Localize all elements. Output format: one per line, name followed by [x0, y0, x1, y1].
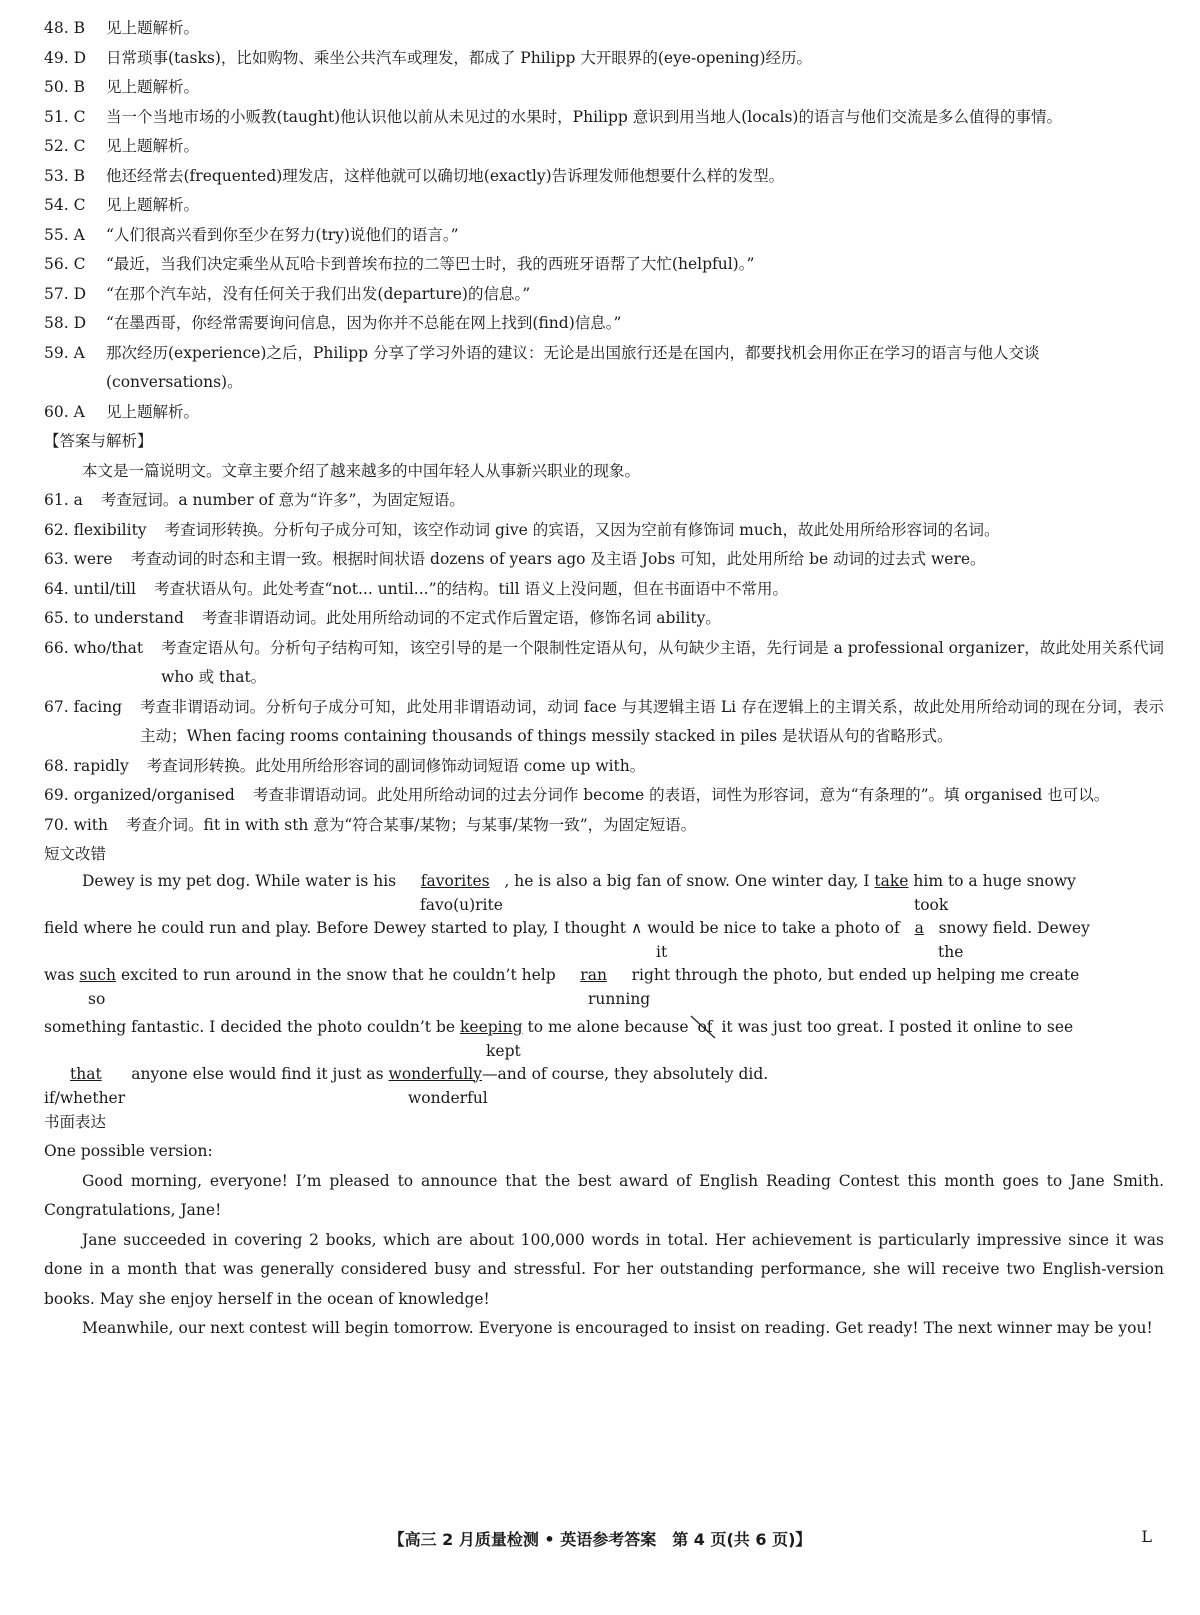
- correction-word: wonderful: [408, 1088, 488, 1107]
- correction-word: favo(u)rite: [420, 895, 503, 914]
- answer-item: [44, 162, 1164, 192]
- correction-word: it: [656, 942, 668, 961]
- correction-word: so: [88, 989, 106, 1008]
- passage-text: would be nice to take a photo of: [647, 918, 900, 937]
- passage-text: snowy field. Dewey: [938, 918, 1090, 937]
- explanation-text: 考查介词。fit in with sth 意为“符合某事/某物；与某事/某物一致”，为固定短语。: [126, 815, 697, 834]
- explanation-item: [44, 516, 1164, 546]
- answer-number: 53. B: [44, 166, 85, 185]
- correction-word: kept: [486, 1041, 521, 1060]
- answer-text: 见上题解析。: [106, 137, 200, 155]
- answer-page: [44, 14, 1164, 1344]
- explanation-answer: 64. until/till: [44, 579, 137, 598]
- error-word: such: [79, 965, 117, 984]
- error-word: of: [697, 1017, 713, 1036]
- answer-item: [44, 309, 1164, 339]
- answer-text: 他还经常去(frequented)理发店，这样他就可以确切地(exactly)告诉理发师他想要什么样的发型。: [106, 166, 785, 185]
- error-word: take: [874, 871, 909, 890]
- passage-text: anyone else would find it just as: [131, 1064, 384, 1083]
- answer-number: 59. A: [44, 343, 85, 362]
- explanation-item: [44, 693, 1164, 752]
- error-word: favorites: [420, 871, 490, 890]
- answer-item: [44, 44, 1164, 74]
- explanation-item: [44, 781, 1164, 811]
- explanation-answer: 61. a: [44, 491, 83, 509]
- explanation-text: 考查定语从句。分析句子结构可知，该空引导的是一个限制性定语从句，从句缺少主语，先行词是 a professional organizer，故此处用关系代词 who 或 that。: [161, 638, 1164, 686]
- answer-number: 50. B: [44, 78, 85, 96]
- answer-number: 52. C: [44, 137, 86, 155]
- passage-line: [44, 919, 1164, 937]
- explanation-text: 考查冠词。a number of 意为“许多”，为固定短语。: [100, 491, 465, 509]
- writing-paragraph: Good morning, everyone! I’m pleased to announce that the best award of English Reading Contest this month goes to Jane Smith. Congratulations, Jane!: [44, 1171, 1164, 1219]
- answer-text: 见上题解析。: [106, 196, 200, 214]
- passage-line: [44, 872, 1200, 890]
- delete-mark-icon: [689, 1014, 717, 1040]
- explanation-item: [44, 752, 1164, 782]
- page-footer: 【高三 2 月质量检测 • 英语参考答案 第 4 页(共 6 页)】: [388, 1530, 812, 1549]
- answer-number: 57. D: [44, 284, 87, 303]
- section-title: 【答案与解析】: [44, 432, 153, 450]
- answer-number: 58. D: [44, 314, 87, 332]
- passage-text: it was just too great. I posted it online to see: [721, 1017, 1074, 1036]
- answer-item: [44, 73, 1164, 103]
- answer-text: “最近，当我们决定乘坐从瓦哈卡到普埃布拉的二等巴士时，我的西班牙语帮了大忙(helpful)。”: [106, 255, 755, 273]
- explanation-answer: 67. facing: [44, 697, 123, 716]
- footer-mark: L: [1141, 1527, 1152, 1546]
- passage-line: [44, 966, 1164, 984]
- answer-number: 48. B: [44, 19, 85, 37]
- answer-number: 60. A: [44, 402, 85, 421]
- explanation-item: [44, 486, 1164, 516]
- explanation-text: 考查词形转换。此处用所给形容词的副词修饰动词短语 come up with。: [146, 756, 646, 775]
- answer-item: [44, 132, 1164, 162]
- explanation-item: [44, 575, 1164, 605]
- passage-text: something fantastic. I decided the photo couldn’t be: [44, 1017, 456, 1036]
- answer-text: 日常琐事(tasks)，比如购物、乘坐公共汽车或理发，都成了 Philipp 大开眼界的(eye-opening)经历。: [106, 48, 813, 67]
- writing-label: One possible version:: [44, 1142, 213, 1160]
- explanation-item: [44, 634, 1164, 693]
- answer-item: [44, 339, 1164, 398]
- answer-item: [44, 398, 1164, 428]
- answers-list: [44, 14, 1164, 427]
- error-correction-title: 短文改错: [44, 845, 107, 863]
- explanation-text: 考查非谓语动词。此处用所给动词的过去分词作 become 的表语，词性为形容词，意为“有条理的”。填 organised 也可以。: [252, 786, 1110, 804]
- explanations-list: [44, 486, 1164, 840]
- answer-text: “人们很高兴看到你至少在努力(try)说他们的语言。”: [106, 225, 459, 244]
- answer-number: 55. A: [44, 225, 85, 244]
- explanation-answer: 70. with: [44, 815, 109, 834]
- passage-text: to me alone because: [527, 1017, 689, 1036]
- explanation-answer: 68. rapidly: [44, 756, 129, 775]
- insert-mark: ∧: [630, 918, 643, 937]
- answer-item: [44, 280, 1164, 310]
- error-word: that: [70, 1064, 102, 1083]
- answer-item: [44, 221, 1164, 251]
- explanation-item: [44, 545, 1164, 575]
- explanation-text: 考查词形转换。分析句子成分可知，该空作动词 give 的宾语，又因为空前有修饰词 much，故此处用所给形容词的名词。: [164, 520, 1000, 539]
- passage-text: —and of course, they absolutely did.: [482, 1064, 769, 1083]
- error-word: wonderfully: [388, 1064, 483, 1083]
- writing-paragraph: Meanwhile, our next contest will begin tomorrow. Everyone is encouraged to insist on reading. Get ready! The next winner may be you!: [82, 1319, 1153, 1337]
- answer-text: 见上题解析。: [106, 78, 200, 96]
- writing-paragraph: Jane succeeded in covering 2 books, which are about 100,000 words in total. Her achievement is particularly impressive since it was done in a month that was generally considered busy and stressful. For her outstanding performance, she will receive two English-version books. May she enjoy herself in the ocean of knowledge!: [44, 1230, 1164, 1308]
- explanation-answer: 63. were: [44, 550, 113, 568]
- explanation-answer: 69. organized/organised: [44, 786, 235, 804]
- passage-text: was: [44, 965, 75, 984]
- answer-text: 那次经历(experience)之后，Philipp 分享了学习外语的建议：无论是出国旅行还是在国内，都要找机会用你正在学习的语言与他人交谈(conversations)。: [106, 343, 1040, 391]
- explanation-item: [44, 811, 1164, 841]
- error-word: a: [914, 918, 924, 937]
- section-intro: 本文是一篇说明文。文章主要介绍了越来越多的中国年轻人从事新兴职业的现象。: [82, 461, 641, 480]
- correction-word: if/whether: [44, 1088, 126, 1107]
- answer-item: [44, 103, 1164, 133]
- answer-item: [44, 250, 1164, 280]
- answer-text: “在墨西哥，你经常需要询问信息，因为你并不总能在网上找到(find)信息。”: [106, 314, 622, 332]
- writing-title: 书面表达: [44, 1112, 107, 1131]
- passage-text: Dewey is my pet dog. While water is his: [82, 871, 397, 890]
- explanation-text: 考查状语从句。此处考查“not... until...”的结构。till 语义上没问题，但在书面语中不常用。: [154, 579, 789, 598]
- answer-number: 51. C: [44, 107, 86, 126]
- error-correction-passage: [44, 870, 1164, 1138]
- explanation-answer: 65. to understand: [44, 609, 184, 627]
- passage-text: right through the photo, but ended up helping me create: [631, 965, 1080, 984]
- explanation-text: 考查非谓语动词。此处用所给动词的不定式作后置定语，修饰名词 ability。: [201, 609, 721, 627]
- correction-word: running: [588, 989, 651, 1008]
- answer-number: 56. C: [44, 255, 86, 273]
- explanation-text: 考查非谓语动词。分析句子成分可知，此处用非谓语动词，动词 face 与其逻辑主语 Li 存在逻辑上的主谓关系，故此处用所给动词的现在分词，表示主动；When facing rooms containing thousands of things messily stacked in piles 是状语从句的省略形式。: [140, 697, 1164, 745]
- passage-line: [44, 1018, 1164, 1036]
- passage-text: him to a huge snowy: [913, 871, 1076, 890]
- explanation-answer: 66. who/that: [44, 638, 144, 657]
- explanation-text: 考查动词的时态和主谓一致。根据时间状语 dozens of years ago 及主语 Jobs 可知，此处用所给 be 动词的过去式 were。: [130, 550, 986, 568]
- answer-number: 49. D: [44, 48, 87, 67]
- answer-text: 见上题解析。: [106, 19, 200, 37]
- correction-word: took: [914, 895, 949, 914]
- answer-number: 54. C: [44, 196, 86, 214]
- answer-text: “在那个汽车站，没有任何关于我们出发(departure)的信息。”: [106, 284, 531, 303]
- error-word: ran: [580, 965, 607, 984]
- answer-item: [44, 191, 1164, 221]
- answer-text: 见上题解析。: [106, 402, 200, 421]
- error-word: keeping: [460, 1017, 523, 1036]
- passage-text: field where he could run and play. Before Dewey started to play, I thought: [44, 918, 626, 937]
- passage-text: , he is also a big fan of snow. One winter day, I: [504, 871, 870, 890]
- answer-item: [44, 14, 1164, 44]
- explanation-item: [44, 604, 1164, 634]
- passage-text: excited to run around in the snow that he couldn’t help: [120, 965, 556, 984]
- passage-line: [44, 1065, 1190, 1083]
- correction-word: the: [938, 942, 964, 961]
- answer-text: 当一个当地市场的小贩教(taught)他认识他以前从未见过的水果时，Philipp 意识到用当地人(locals)的语言与他们交流是多么值得的事情。: [106, 107, 1062, 126]
- deleted-word: [693, 1018, 716, 1036]
- explanation-answer: 62. flexibility: [44, 520, 147, 539]
